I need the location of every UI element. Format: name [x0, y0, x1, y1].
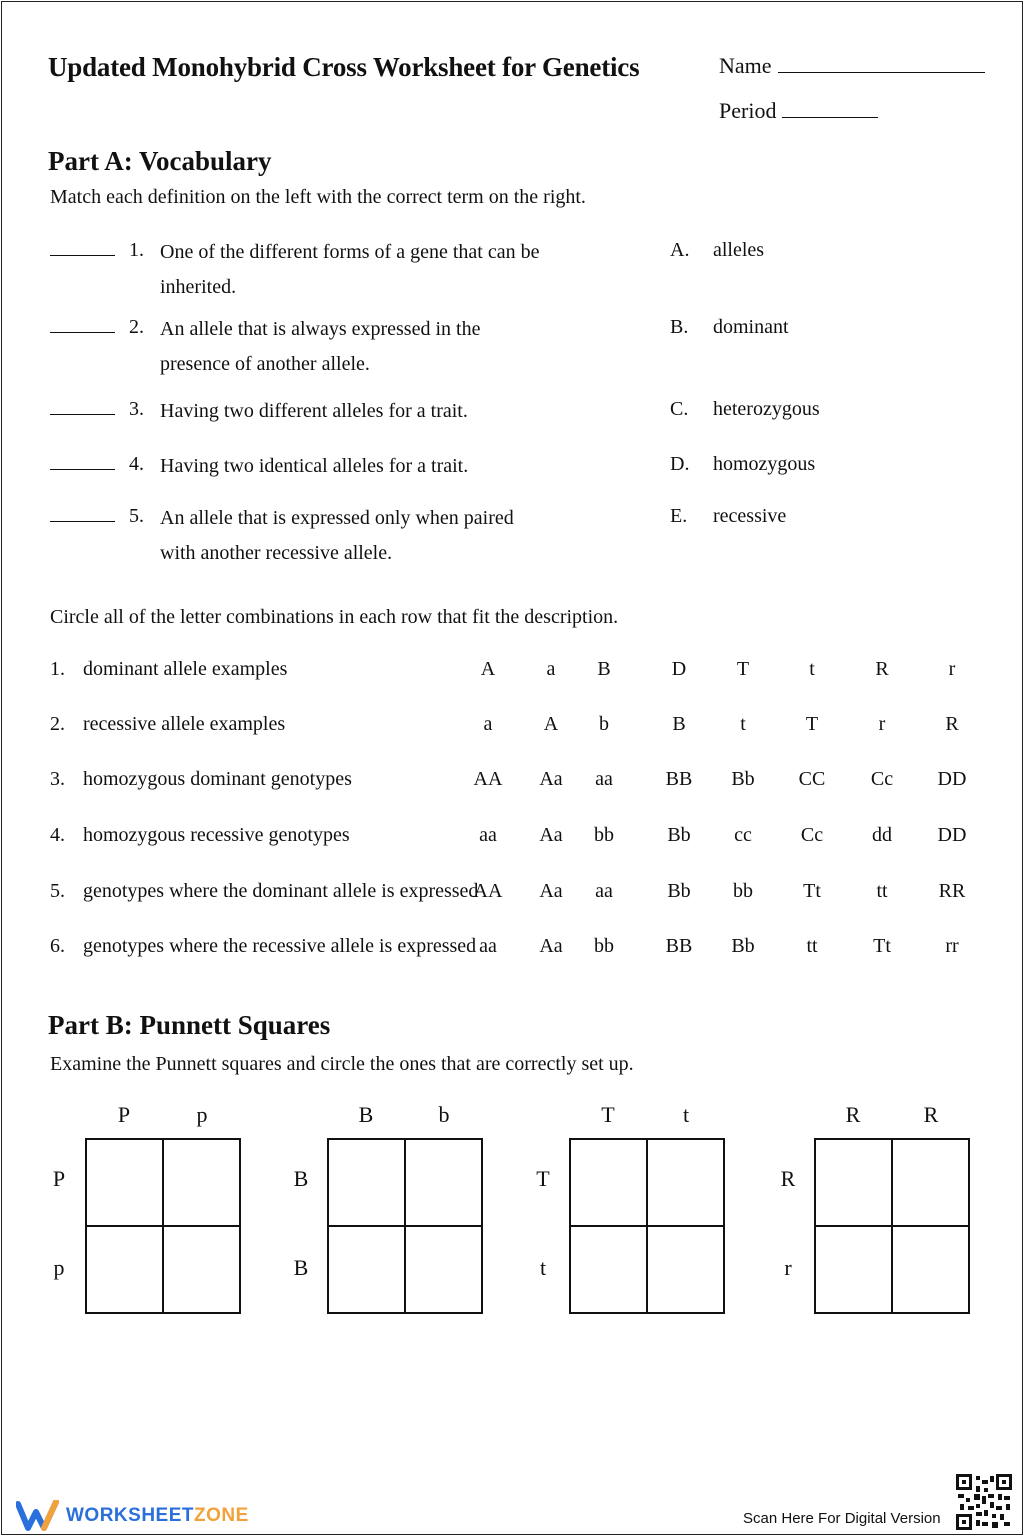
punnett-side-allele: t: [539, 1255, 547, 1280]
circle-option[interactable]: a: [546, 658, 556, 680]
circle-row: [50, 658, 990, 688]
term-text: alleles: [713, 239, 765, 261]
definition-number: 1.: [129, 239, 144, 261]
circle-row: [50, 935, 990, 965]
term-text: heterozygous: [713, 398, 820, 420]
circle-option[interactable]: B: [672, 713, 686, 735]
term-text: homozygous: [713, 453, 816, 475]
row-description: homozygous dominant genotypes: [83, 768, 352, 790]
punnett-cell[interactable]: [892, 1139, 969, 1226]
circle-row: [50, 880, 990, 910]
name-label: Name: [719, 53, 772, 78]
punnett-side-allele: R: [780, 1166, 796, 1191]
circle-row: [50, 824, 990, 854]
term-letter: C.: [670, 398, 689, 420]
circle-option[interactable]: AA: [473, 768, 503, 790]
punnett-grid: [85, 1138, 241, 1314]
circle-option[interactable]: Aa: [539, 880, 563, 902]
punnett-top-allele: T: [601, 1102, 615, 1127]
row-number: 6.: [50, 935, 65, 957]
circle-option[interactable]: rr: [945, 935, 959, 957]
circle-option[interactable]: cc: [734, 824, 752, 846]
period-field: [719, 98, 878, 124]
name-blank[interactable]: [778, 72, 985, 73]
term-letter: B.: [670, 316, 689, 338]
punnett-cell[interactable]: [86, 1226, 163, 1313]
definition-number: 4.: [129, 453, 144, 475]
row-number: 2.: [50, 713, 65, 735]
circle-row: [50, 713, 990, 743]
answer-blank[interactable]: [50, 332, 115, 333]
part-b-instruction: Examine the Punnett squares and circle the ones that are correctly set up.: [50, 1053, 634, 1075]
punnett-top-allele: t: [682, 1102, 690, 1127]
circle-option[interactable]: T: [805, 713, 819, 735]
term-text: recessive: [713, 505, 787, 527]
punnett-side-allele: B: [293, 1255, 309, 1280]
punnett-top-allele: B: [358, 1102, 374, 1127]
circle-instruction: Circle all of the letter combinations in each row that fit the description.: [50, 606, 619, 628]
punnett-cell[interactable]: [892, 1226, 969, 1313]
definition-text: Having two identical alleles for a trait.: [160, 455, 469, 477]
punnett-cell[interactable]: [405, 1226, 482, 1313]
punnett-side-allele: r: [784, 1255, 792, 1280]
term-letter: E.: [670, 505, 688, 527]
circle-option[interactable]: tt: [806, 935, 818, 957]
definition-number: 3.: [129, 398, 144, 420]
period-label: Period: [719, 98, 777, 123]
circle-option[interactable]: BB: [665, 768, 693, 790]
row-description: dominant allele examples: [83, 658, 288, 680]
circle-option[interactable]: BB: [665, 935, 693, 957]
answer-blank[interactable]: [50, 255, 115, 256]
punnett-cell[interactable]: [647, 1226, 724, 1313]
punnett-cell[interactable]: [570, 1226, 647, 1313]
circle-option[interactable]: tt: [876, 880, 888, 902]
part-a-instruction: Match each definition on the left with the correct term on the right.: [50, 186, 586, 208]
circle-option[interactable]: r: [878, 713, 886, 735]
logo-w-icon: [16, 1500, 60, 1532]
circle-option[interactable]: RR: [938, 880, 966, 902]
circle-option[interactable]: Tt: [803, 880, 821, 902]
brand-name-part1: WORKSHEET: [66, 1505, 194, 1526]
punnett-top-allele: R: [923, 1102, 939, 1127]
page-title: Updated Monohybrid Cross Worksheet for Genetics: [48, 52, 640, 82]
circle-option[interactable]: Aa: [539, 935, 563, 957]
row-description: recessive allele examples: [83, 713, 286, 735]
punnett-cell[interactable]: [163, 1139, 240, 1226]
punnett-grid: [569, 1138, 725, 1314]
punnett-cell[interactable]: [405, 1139, 482, 1226]
term-text: dominant: [713, 316, 789, 338]
circle-option[interactable]: R: [875, 658, 889, 680]
circle-option[interactable]: t: [740, 713, 746, 735]
punnett-top-allele: P: [117, 1102, 131, 1127]
circle-option[interactable]: bb: [594, 935, 614, 957]
circle-option[interactable]: a: [483, 713, 493, 735]
circle-option[interactable]: R: [945, 713, 959, 735]
circle-option[interactable]: D: [671, 658, 687, 680]
row-number: 1.: [50, 658, 65, 680]
circle-option[interactable]: Bb: [731, 935, 755, 957]
circle-option[interactable]: Cc: [870, 768, 894, 790]
circle-option[interactable]: Cc: [800, 824, 824, 846]
circle-option[interactable]: A: [480, 658, 496, 680]
term-letter: D.: [670, 453, 690, 475]
definition-text: One of the different forms of a gene that can be inherited.: [160, 241, 540, 298]
worksheet-page: [1, 1, 1023, 1535]
circle-option[interactable]: aa: [479, 824, 497, 846]
definition-text: An allele that is always expressed in the presence of another allele.: [160, 318, 481, 375]
circle-option[interactable]: Tt: [873, 935, 891, 957]
definition-text: Having two different alleles for a trait.: [160, 400, 468, 422]
circle-option[interactable]: bb: [733, 880, 753, 902]
circle-option[interactable]: aa: [479, 935, 497, 957]
punnett-cell[interactable]: [815, 1139, 892, 1226]
answer-blank[interactable]: [50, 414, 115, 415]
row-description: homozygous recessive genotypes: [83, 824, 350, 846]
circle-option[interactable]: Bb: [667, 824, 691, 846]
name-field: [719, 53, 985, 79]
circle-option[interactable]: Bb: [731, 768, 755, 790]
circle-option[interactable]: AA: [473, 880, 503, 902]
punnett-grid: [327, 1138, 483, 1314]
circle-option[interactable]: r: [948, 658, 956, 680]
punnett-cell[interactable]: [647, 1139, 724, 1226]
circle-row: [50, 768, 990, 798]
circle-option[interactable]: dd: [872, 824, 892, 846]
punnett-side-allele: p: [53, 1255, 65, 1280]
punnett-top-allele: p: [196, 1102, 208, 1127]
definition-number: 5.: [129, 505, 144, 527]
punnett-grid: [814, 1138, 970, 1314]
circle-option[interactable]: t: [809, 658, 815, 680]
punnett-cell[interactable]: [570, 1139, 647, 1226]
brand-logo: [16, 1500, 249, 1532]
punnett-top-allele: R: [845, 1102, 861, 1127]
circle-option[interactable]: b: [599, 713, 609, 735]
definition-text: An allele that is expressed only when paired with another recessive allele.: [160, 507, 514, 564]
punnett-top-allele: b: [438, 1102, 450, 1127]
circle-option[interactable]: T: [736, 658, 750, 680]
punnett-cell[interactable]: [815, 1226, 892, 1313]
punnett-cell[interactable]: [86, 1139, 163, 1226]
circle-option[interactable]: CC: [798, 768, 826, 790]
definition-number: 2.: [129, 316, 144, 338]
punnett-side-allele: P: [52, 1166, 66, 1191]
answer-blank[interactable]: [50, 469, 115, 470]
period-blank[interactable]: [782, 117, 878, 118]
row-number: 3.: [50, 768, 65, 790]
punnett-cell[interactable]: [163, 1226, 240, 1313]
circle-option[interactable]: Aa: [539, 768, 563, 790]
scan-text: Scan Here For Digital Version: [743, 1510, 941, 1527]
row-description: genotypes where the recessive allele is expressed: [83, 935, 477, 957]
circle-option[interactable]: B: [597, 658, 611, 680]
circle-option[interactable]: DD: [937, 768, 967, 790]
row-number: 5.: [50, 880, 65, 902]
qr-code-icon[interactable]: [956, 1474, 1012, 1530]
circle-option[interactable]: A: [543, 713, 559, 735]
punnett-side-allele: T: [536, 1166, 550, 1191]
punnett-cell[interactable]: [328, 1226, 405, 1313]
brand-name-part2: ZONE: [194, 1505, 249, 1526]
term-letter: A.: [670, 239, 690, 261]
circle-option[interactable]: Bb: [667, 880, 691, 902]
circle-option[interactable]: bb: [594, 824, 614, 846]
circle-option[interactable]: aa: [595, 880, 613, 902]
punnett-cell[interactable]: [328, 1139, 405, 1226]
answer-blank[interactable]: [50, 521, 115, 522]
part-b-title: Part B: Punnett Squares: [48, 1010, 331, 1040]
circle-option[interactable]: DD: [937, 824, 967, 846]
row-number: 4.: [50, 824, 65, 846]
row-description: genotypes where the dominant allele is expressed: [83, 880, 479, 902]
part-a-title: Part A: Vocabulary: [48, 146, 272, 176]
circle-option[interactable]: aa: [595, 768, 613, 790]
circle-option[interactable]: Aa: [539, 824, 563, 846]
punnett-side-allele: B: [293, 1166, 309, 1191]
